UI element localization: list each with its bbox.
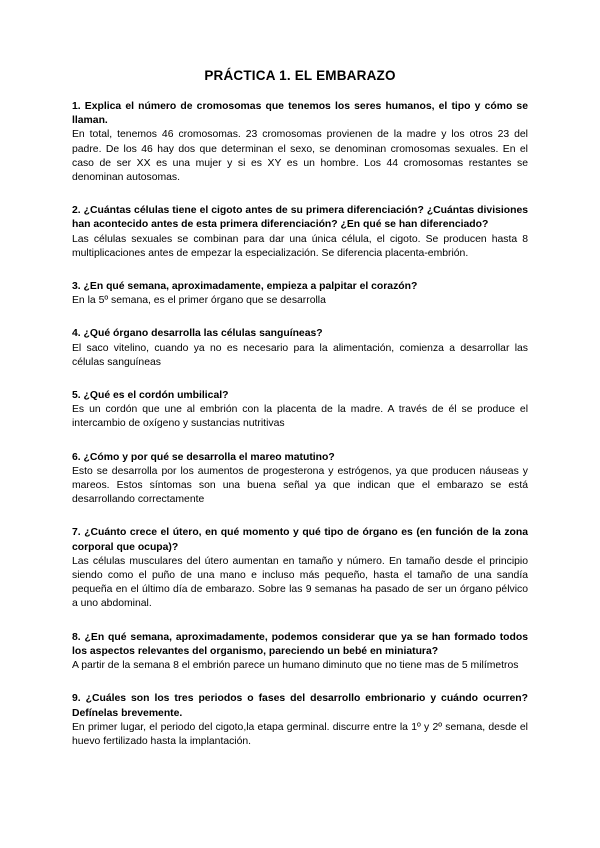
qa-item-9 (72, 692, 528, 749)
answer-2: Las células sexuales se combinan para dar una única célula, el cigoto. Se producen hasta 8 multiplicaciones antes de empezar la especialización. Se diferencia placenta-embrión. (72, 233, 528, 259)
answer-1: En total, tenemos 46 cromosomas. 23 cromosomas provienen de la madre y los otros 23 del padre. De los 46 hay dos que determinan el sexo, se denominan cromosomas sexuales. En el caso de ser XX es una mujer y si es XY es un hombre. Los 44 cromosomas restantes se denominan autosomas. (72, 129, 528, 184)
question-8: 8. ¿En qué semana, aproximadamente, podemos considerar que ya se han formado todos los aspectos relevantes del organismo, pareciendo un bebé en miniatura? (72, 631, 528, 657)
answer-4: El saco vitelino, cuando ya no es necesario para la alimentación, comienza a desarrollar las células sanguíneas (72, 342, 528, 368)
answer-8: A partir de la semana 8 el embrión parece un humano diminuto que no tiene mas de 5 milímetros (72, 660, 519, 672)
question-7: 7. ¿Cuánto crece el útero, en qué momento y qué tipo de órgano es (en función de la zona corporal que ocupa)? (72, 527, 528, 553)
answer-9: En primer lugar, el periodo del cigoto,la etapa germinal. discurre entre la 1º y 2º semana, desde el huevo fertilizado hasta la implantación. (72, 721, 528, 747)
qa-item-7 (72, 526, 528, 611)
question-6: 6. ¿Cómo y por qué se desarrolla el mareo matutino? (72, 451, 335, 463)
qa-item-2 (72, 204, 528, 261)
answer-7: Las células musculares del útero aumentan en tamaño y número. En tamaño desde el principio siendo como el puño de una mano e incluso más pequeño, hasta el tamaño de una sandía pequeña en el último día de embarazo. Sobre las 9 semanas ha pasado de ser un órgano pélvico a uno abdominal. (72, 555, 528, 610)
answer-3: En la 5º semana, es el primer órgano que se desarrolla (72, 295, 326, 307)
question-2: 2. ¿Cuántas células tiene el cigoto antes de su primera diferenciación? ¿Cuántas divisiones han acontecido antes de esta primera diferenciación? ¿En qué se han diferenciado? (72, 205, 528, 231)
document-page (72, 68, 528, 767)
qa-item-3 (72, 280, 528, 308)
qa-item-1 (72, 100, 528, 185)
question-5: 5. ¿Qué es el cordón umbilical? (72, 390, 229, 402)
answer-6: Esto se desarrolla por los aumentos de progesterona y estrógenos, ya que producen náuseas y mareos. Estos síntomas son una buena señal ya que indican que el embarazo se está desarrollando correctamente (72, 465, 528, 506)
qa-item-6 (72, 451, 528, 508)
answer-5: Es un cordón que une al embrión con la placenta de la madre. A través de él se produce el intercambio de oxígeno y sustancias nutritivas (72, 404, 528, 430)
qa-item-5 (72, 389, 528, 432)
qa-item-8 (72, 631, 528, 674)
document-title: PRÁCTICA 1. EL EMBARAZO (204, 68, 396, 83)
question-1: 1. Explica el número de cromosomas que tenemos los seres humanos, el tipo y cómo se llaman. (72, 101, 528, 127)
qa-item-4 (72, 327, 528, 370)
question-9: 9. ¿Cuáles son los tres periodos o fases del desarrollo embrionario y cuándo ocurren? Defínelas brevemente. (72, 693, 528, 719)
question-3: 3. ¿En qué semana, aproximadamente, empieza a palpitar el corazón? (72, 281, 418, 293)
question-4: 4. ¿Qué órgano desarrolla las células sanguíneas? (72, 328, 323, 340)
